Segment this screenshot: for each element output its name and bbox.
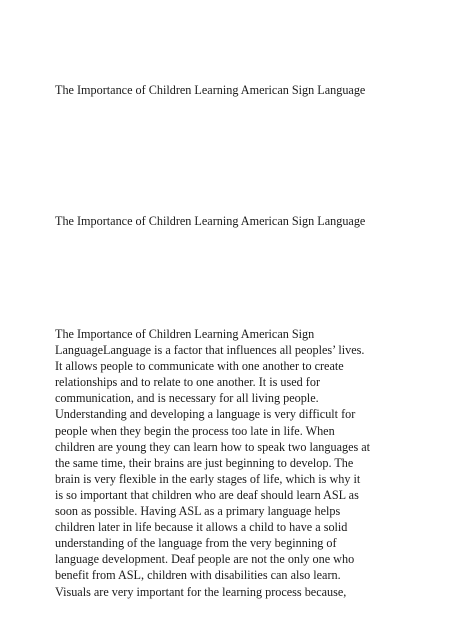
body-line: understanding of the language from the very beginning of bbox=[55, 536, 337, 551]
body-line: is so important that children who are deaf should learn ASL as bbox=[55, 487, 359, 502]
document-title-heading: The Importance of Children Learning American Sign Language bbox=[55, 83, 366, 97]
body-line: soon as possible. Having ASL as a primary language helps bbox=[55, 504, 341, 519]
body-line: The Importance of Children Learning American Sign bbox=[55, 327, 315, 341]
body-line: brain is very flexible in the early stages of life, which is why it bbox=[55, 471, 361, 486]
body-line: benefit from ASL, children with disabilities can also learn. bbox=[55, 568, 341, 583]
document-title-repeat: The Importance of Children Learning American Sign Language bbox=[55, 214, 366, 228]
body-line: children later in life because it allows a child to have a solid bbox=[55, 520, 348, 535]
body-line: It allows people to communicate with one another to create bbox=[55, 359, 344, 374]
body-line: language development. Deaf people are not the only one who bbox=[55, 552, 355, 567]
body-line: relationships and to relate to one another. It is used for bbox=[55, 375, 321, 390]
body-line: Understanding and developing a language is very difficult for bbox=[55, 407, 356, 422]
body-line: the same time, their brains are just beginning to develop. The bbox=[55, 455, 354, 470]
essay-body bbox=[55, 326, 415, 600]
body-line: Visuals are very important for the learning process because, bbox=[55, 584, 347, 599]
body-line: children are young they can learn how to speak two languages at bbox=[55, 439, 371, 454]
body-line: communication, and is necessary for all living people. bbox=[55, 391, 319, 406]
body-line: people when they begin the process too late in life. When bbox=[55, 423, 335, 438]
body-line: LanguageLanguage is a factor that influences all peoples’ lives. bbox=[55, 343, 365, 358]
